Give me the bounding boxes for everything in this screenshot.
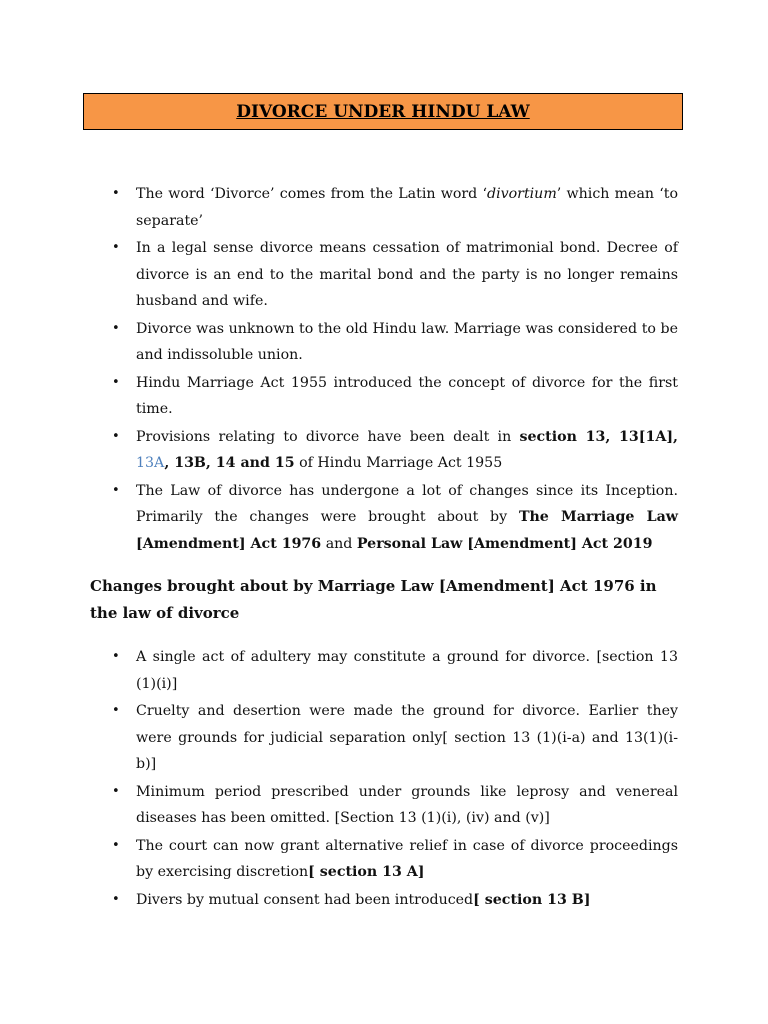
list-item: • Minimum period prescribed under grounds like leprosy and venereal diseases has been omitted. [Section 13 (1)(i), (iv) and (v)] [112,779,678,832]
list-item: • Divers by mutual consent had been introduced[ section 13 B] [112,887,678,914]
title-box [83,93,683,130]
list-item: • Hindu Marriage Act 1955 introduced the concept of divorce for the first time. [112,370,678,423]
list-item: • A single act of adultery may constitute a ground for divorce. [section 13 (1)(i)] [112,644,678,697]
list-item: • Divorce was unknown to the old Hindu law. Marriage was considered to be and indissoluble union. [112,316,678,369]
page-title: DIVORCE UNDER HINDU LAW [236,101,530,122]
list-item: • The court can now grant alternative relief in case of divorce proceedings by exercising discretion[ section 13 A] [112,833,678,886]
changes-bullet-list [112,644,678,914]
list-item: • Provisions relating to divorce have been dealt in section 13, 13[1A], 13A, 13B, 14 and 15 of Hindu Marriage Act 1955 [112,424,678,477]
list-item: • Cruelty and desertion were made the ground for divorce. Earlier they were grounds for judicial separation only[ section 13 (1)(i-a) and 13(1)(i-b)] [112,698,678,778]
list-item: • In a legal sense divorce means cessation of matrimonial bond. Decree of divorce is an end to the marital bond and the party is no longer remains husband and wife. [112,235,678,315]
section-13a-link[interactable]: 13A [136,455,165,471]
section-heading: Changes brought about by Marriage Law [Amendment] Act 1976 in the law of divorce [90,577,657,622]
list-item: • The word ‘Divorce’ comes from the Latin word ‘divortium’ which mean ‘to separate’ [112,181,678,234]
list-item: • The Law of divorce has undergone a lot of changes since its Inception. Primarily the changes were brought about by The Marriage Law [Amendment] Act 1976 and Personal Law [Amendment] Act 2019 [112,478,678,558]
intro-bullet-list [112,181,678,558]
